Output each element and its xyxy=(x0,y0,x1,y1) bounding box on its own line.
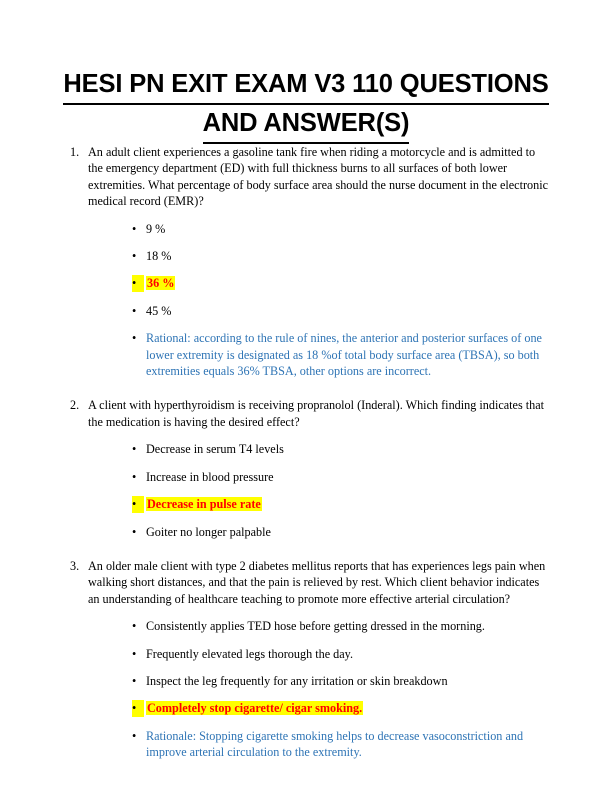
bullet-icon: • xyxy=(132,275,144,291)
answer-option-text: 18 % xyxy=(146,249,172,264)
bullet-icon: • xyxy=(132,331,137,346)
bullet-icon: • xyxy=(132,496,144,512)
answer-option-text: Frequently elevated legs thorough the day. xyxy=(146,646,354,661)
question-text: A client with hyperthyroidism is receiving propranolol (Inderal). Which finding indicates that the medication is having the desired effect? xyxy=(88,398,545,429)
answer-option[interactable] xyxy=(88,469,552,485)
answer-option[interactable] xyxy=(88,248,552,264)
bullet-icon: • xyxy=(132,728,137,743)
answer-option-text: Decrease in serum T4 levels xyxy=(146,442,284,457)
bullet-icon: • xyxy=(132,469,137,484)
answer-option-text: 9 % xyxy=(146,221,166,236)
question-block xyxy=(0,144,612,379)
rationale-item[interactable] xyxy=(88,728,552,761)
answer-option[interactable] xyxy=(88,646,552,662)
bullet-icon: • xyxy=(132,524,137,539)
question-block xyxy=(0,397,612,539)
answer-option-text: Completely stop cigarette/ cigar smoking. xyxy=(147,701,363,716)
bullet-icon: • xyxy=(132,442,137,457)
rationale-item[interactable] xyxy=(88,330,552,379)
answer-option-text: Decrease in pulse rate xyxy=(147,497,261,512)
page-title-line-1: HESI PN EXIT EXAM V3 110 QUESTIONS xyxy=(63,66,548,105)
answer-option-text: Consistently applies TED hose before getting dressed in the morning. xyxy=(146,619,485,634)
answer-option-highlighted[interactable] xyxy=(88,496,552,512)
question-text: An adult client experiences a gasoline tank fire when riding a motorcycle and is admitted to the emergency department (ED) with full thickness burns to all surfaces of both lower extremities. What percentage of body surface area should the nurse document in the electronic medical record (EMR)? xyxy=(88,145,549,209)
answer-option[interactable] xyxy=(88,673,552,689)
answer-option-highlighted[interactable] xyxy=(88,700,552,716)
question-list xyxy=(0,144,612,761)
answer-option-text: 36 % xyxy=(147,276,175,291)
bullet-icon: • xyxy=(132,221,137,236)
page-title-line-2: AND ANSWER(S) xyxy=(203,105,410,144)
answer-option-list xyxy=(88,221,552,380)
bullet-icon: • xyxy=(132,700,144,716)
answer-option[interactable] xyxy=(88,221,552,237)
page-title xyxy=(0,0,612,144)
answer-option-highlighted[interactable] xyxy=(88,275,552,291)
answer-option[interactable] xyxy=(88,303,552,319)
bullet-icon: • xyxy=(132,249,137,264)
bullet-icon: • xyxy=(132,619,137,634)
question-text: An older male client with type 2 diabetes mellitus reports that has experiences legs pain when walking short distances, and that the pain is relieved by rest. Which client behavior indicates an understanding of healthcare teaching to promote more effective arterial circulation? xyxy=(88,558,546,606)
bullet-icon: • xyxy=(132,303,137,318)
question-number: 3. xyxy=(70,558,80,573)
bullet-icon: • xyxy=(132,673,137,688)
answer-option-text: 45 % xyxy=(146,303,172,318)
answer-option-text: Goiter no longer palpable xyxy=(146,524,271,539)
answer-option-list xyxy=(88,618,552,760)
rationale-text: Rationale: Stopping cigarette smoking helps to decrease vasoconstriction and improve arterial circulation to the extremity. xyxy=(146,728,524,760)
answer-option-text: Increase in blood pressure xyxy=(146,469,274,484)
answer-option[interactable] xyxy=(88,524,552,540)
question-number: 2. xyxy=(70,398,80,413)
answer-option-text: Inspect the leg frequently for any irritation or skin breakdown xyxy=(146,673,448,688)
answer-option[interactable] xyxy=(88,618,552,634)
bullet-icon: • xyxy=(132,646,137,661)
rationale-text: Rational: according to the rule of nines, the anterior and posterior surfaces of one lower extremity is designated as 18 %of total body surface area (TBSA), so both extremities equals 36% TBSA, other options are incorrect. xyxy=(146,331,542,379)
question-block xyxy=(0,558,612,761)
answer-option[interactable] xyxy=(88,441,552,457)
question-number: 1. xyxy=(70,145,80,159)
answer-option-list xyxy=(88,441,552,540)
